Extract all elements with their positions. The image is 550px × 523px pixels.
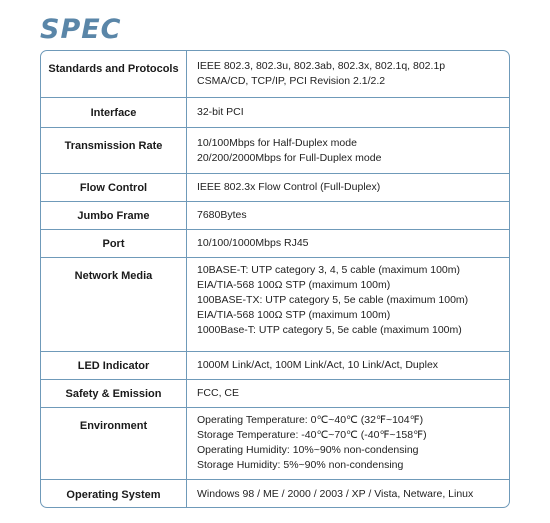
row-label: Transmission Rate — [64, 140, 163, 152]
row-label: Network Media — [74, 270, 153, 282]
row-label: Jumbo Frame — [77, 209, 150, 222]
row-label: Environment — [79, 420, 148, 432]
spec-row-operating-system — [41, 479, 509, 508]
column-divider — [186, 128, 187, 173]
row-label: Standards and Protocols — [48, 63, 179, 75]
spec-row-safety-emission — [41, 379, 509, 407]
spec-row-interface — [41, 97, 509, 127]
value-line: 7680Bytes — [197, 209, 247, 221]
value-line: EIA/TIA-568 100Ω STP (maximum 100m) — [197, 309, 391, 321]
row-value — [197, 380, 503, 407]
column-divider — [186, 352, 187, 379]
column-divider — [186, 230, 187, 257]
row-label: Safety & Emission — [65, 387, 162, 400]
value-line: 20/200/2000Mbps for Full-Duplex mode — [197, 151, 382, 164]
row-label: Port — [102, 237, 125, 250]
value-line: 1000M Link/Act, 100M Link/Act, 10 Link/Act, Duplex — [197, 359, 439, 371]
value-line: 10/100Mbps for Half-Duplex mode — [197, 136, 357, 149]
row-label: Operating System — [66, 488, 161, 501]
column-divider — [186, 258, 187, 351]
column-divider — [186, 380, 187, 407]
page-title: SPEC — [40, 14, 122, 45]
row-value — [197, 480, 503, 508]
value-line: 1000Base-T: UTP category 5, 5e cable (maximum 100m) — [197, 324, 462, 336]
spec-row-network-media — [41, 257, 509, 351]
value-line: Storage Humidity: 5%~90% non-condensing — [197, 459, 404, 471]
value-line: 10/100/1000Mbps RJ45 — [197, 237, 309, 249]
row-label: Flow Control — [79, 181, 148, 194]
value-line: EIA/TIA-568 100Ω STP (maximum 100m) — [197, 279, 391, 291]
value-line: 100BASE-TX: UTP category 5, 5e cable (maximum 100m) — [197, 294, 469, 306]
value-line: 10BASE-T: UTP category 3, 4, 5 cable (maximum 100m) — [197, 264, 460, 276]
value-line: FCC, CE — [197, 387, 239, 399]
row-label: LED Indicator — [77, 359, 150, 372]
value-line: IEEE 802.3x Flow Control (Full-Duplex) — [197, 181, 381, 193]
row-value — [197, 408, 503, 479]
row-value — [197, 128, 503, 173]
row-value — [197, 258, 503, 351]
value-line: Storage Temperature: -40℃~70℃ (-40℉~158℉) — [197, 429, 427, 441]
column-divider — [186, 480, 187, 508]
column-divider — [186, 98, 187, 127]
column-divider — [186, 408, 187, 479]
spec-row-transmission-rate — [41, 127, 509, 173]
column-divider — [186, 202, 187, 229]
spec-row-led-indicator — [41, 351, 509, 379]
spec-table — [40, 50, 510, 508]
spec-row-environment — [41, 407, 509, 479]
row-value — [197, 230, 503, 257]
value-line: IEEE 802.3, 802.3u, 802.3ab, 802.3x, 802.1q, 802.1p — [197, 60, 446, 72]
row-value — [197, 174, 503, 201]
value-line: CSMA/CD, TCP/IP, PCI Revision 2.1/2.2 — [197, 75, 386, 87]
column-divider — [186, 51, 187, 97]
value-line: 32-bit PCI — [197, 106, 244, 118]
spec-row-standards — [41, 51, 509, 97]
value-line: Windows 98 / ME / 2000 / 2003 / XP / Vista, Netware, Linux — [197, 488, 474, 500]
row-value — [197, 98, 503, 127]
row-value — [197, 51, 503, 97]
row-value — [197, 352, 503, 379]
row-label: Interface — [90, 106, 137, 119]
row-value — [197, 202, 503, 229]
spec-row-flow-control — [41, 173, 509, 201]
value-line: Operating Humidity: 10%~90% non-condensing — [197, 444, 419, 456]
column-divider — [186, 174, 187, 201]
spec-row-port — [41, 229, 509, 257]
spec-row-jumbo-frame — [41, 201, 509, 229]
value-line: Operating Temperature: 0℃~40℃ (32℉~104℉) — [197, 414, 424, 426]
